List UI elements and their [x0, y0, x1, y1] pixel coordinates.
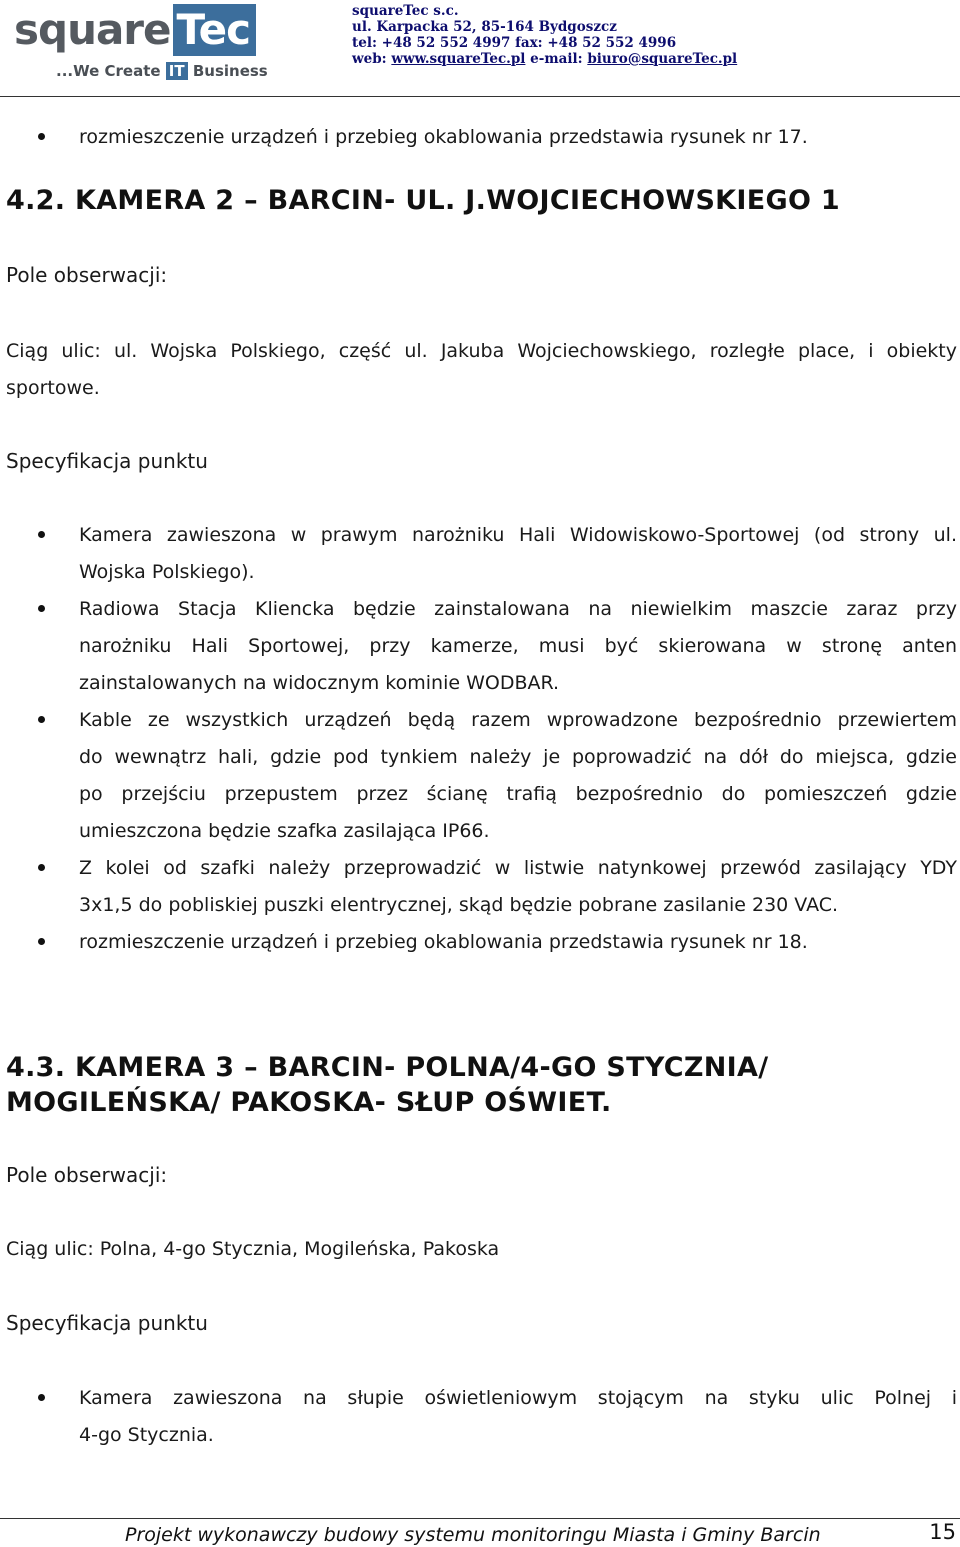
web-link[interactable]: www.squareTec.pl: [391, 51, 526, 67]
company-info: [352, 3, 737, 67]
field-label: Pole obserwacji:: [6, 1163, 168, 1187]
bullet-text-line: narożniku Hali Sportowej, przy kamerze, musi być skierowana w stronę anten: [79, 635, 957, 657]
bullet-text-line: do wewnątrz hali, gdzie pod tynkiem należy je poprowadzić na dół do miejsca, gdzie: [79, 746, 957, 768]
section-heading-4-3-cont: MOGILEŃSKA/ PAKOSKA- SŁUP OŚWIET.: [6, 1087, 612, 1118]
logo-wordmark: [14, 4, 256, 56]
bullet-text-line: rozmieszczenie urządzeń i przebieg okablowania przedstawia rysunek nr 18.: [79, 931, 808, 953]
intro-bullet-text: rozmieszczenie urządzeń i przebieg okablowania przedstawia rysunek nr 17.: [79, 126, 808, 148]
bullet-text-line: Z kolei od szafki należy przeprowadzić w listwie natynkowej przewód zasilający YDY: [79, 857, 957, 879]
bullet-dot: [38, 938, 45, 945]
bullet-text-line: po przejściu przepustem przez ścianę trafią bezpośrednio do pomieszczeń gdzie: [79, 783, 957, 805]
bullet-text-line: umieszczona będzie szafka zasilająca IP66.: [79, 820, 490, 842]
squaretec-logo: [14, 4, 268, 82]
spec-label: Specyfikacja punktu: [6, 1311, 208, 1335]
company-name: squareTec s.c.: [352, 3, 459, 19]
bullet-text-line: Kable ze wszystkich urządzeń będą razem wprowadzone bezpośrednio przewiertem: [79, 709, 957, 731]
header-divider: [0, 96, 960, 97]
page-header: [0, 0, 960, 100]
bullet-dot: [38, 716, 45, 723]
bullet-text-line: Radiowa Stacja Kliencka będzie zainstalowana na niewielkim maszcie zaraz przy: [79, 598, 957, 620]
bullet-text-line: 4-go Stycznia.: [79, 1424, 214, 1446]
bullet-text-line: Kamera zawieszona na słupie oświetleniowym stojącym na styku ulic Polnej i: [79, 1387, 957, 1409]
company-phone: tel: +48 52 552 4997 fax: +48 52 552 4996: [352, 35, 677, 51]
bullet-dot: [38, 531, 45, 538]
bullet-dot: [38, 1394, 45, 1401]
bullet-text-line: Wojska Polskiego).: [79, 561, 255, 583]
page-number: 15: [929, 1520, 956, 1544]
company-web-email: [352, 51, 737, 67]
logo-main-text: square: [14, 5, 171, 54]
field-label: Pole obserwacji:: [6, 263, 168, 287]
bullet-text-line: 3x1,5 do pobliskiej puszki elentrycznej, skąd będzie pobrane zasilanie 230 VAC.: [79, 894, 839, 916]
bullet-dot: [38, 133, 45, 140]
bullet-dot: [38, 864, 45, 871]
field-text-line: Ciąg ulic: ul. Wojska Polskiego, część ul. Jakuba Wojciechowskiego, rozległe place, i obiekty: [6, 340, 957, 362]
footer-text: Projekt wykonawczy budowy systemu monitoringu Miasta i Gminy Barcin: [125, 1524, 821, 1546]
bullet-dot: [38, 605, 45, 612]
bullet-text-line: zainstalowanych na widocznym kominie WODBAR.: [79, 672, 560, 694]
logo-tagline: [56, 62, 268, 80]
field-text-line: sportowe.: [6, 377, 100, 399]
bullet-text-line: Kamera zawieszona w prawym narożniku Hali Widowiskowo-Sportowej (od strony ul.: [79, 524, 957, 546]
web-label: web:: [352, 51, 387, 67]
email-label: e-mail:: [530, 51, 583, 67]
footer-divider: [0, 1518, 960, 1519]
logo-accent-text: Tec: [173, 4, 256, 56]
email-link[interactable]: biuro@squareTec.pl: [587, 51, 738, 67]
section-heading-4-3: 4.3. KAMERA 3 – BARCIN- POLNA/4-GO STYCZNIA/: [6, 1052, 769, 1083]
field-text-line: Ciąg ulic: Polna, 4-go Stycznia, Mogileńska, Pakoska: [6, 1238, 500, 1260]
tagline-it: IT: [166, 62, 188, 80]
section-heading-4-2: 4.2. KAMERA 2 – BARCIN- UL. J.WOJCIECHOWSKIEGO 1: [6, 185, 840, 216]
spec-label: Specyfikacja punktu: [6, 449, 208, 473]
company-address: ul. Karpacka 52, 85-164 Bydgoszcz: [352, 19, 617, 35]
tagline-suffix: Business: [187, 62, 268, 80]
tagline-prefix: ...We Create: [56, 62, 166, 80]
